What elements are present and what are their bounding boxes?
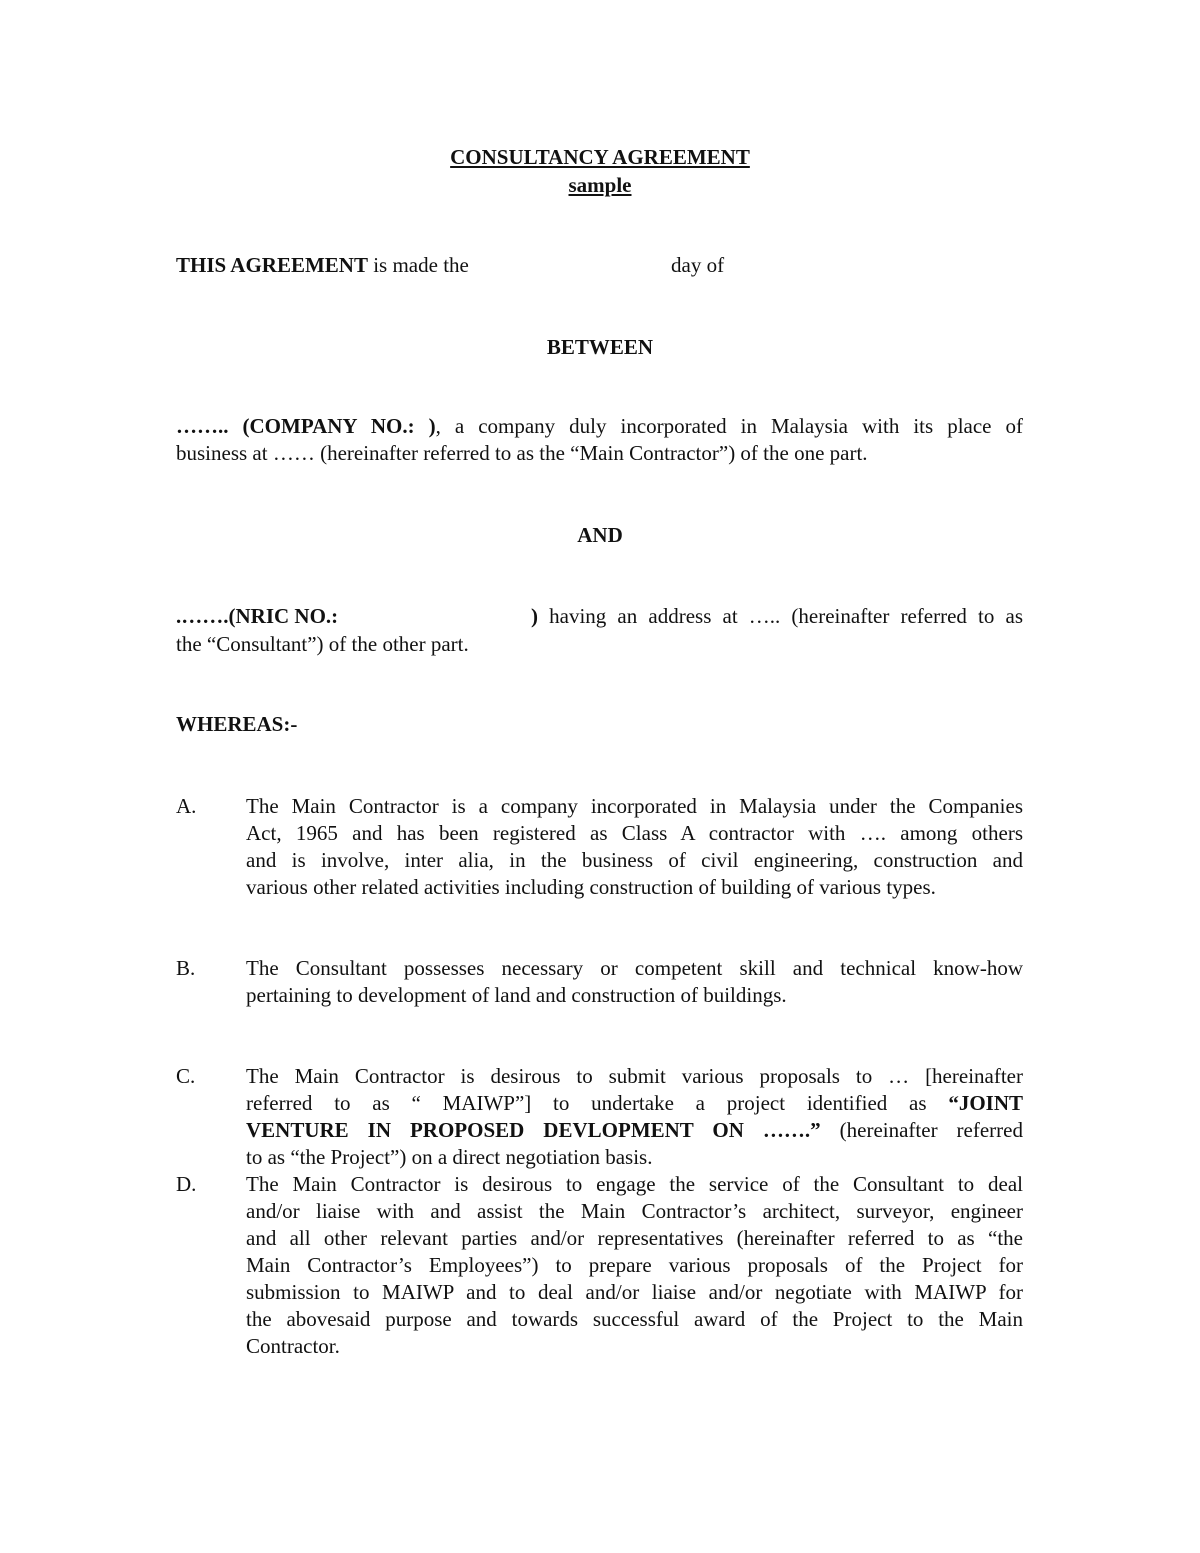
recital-line: The Consultant possesses necessary or competent skill and technical know-how	[246, 956, 1023, 980]
recital-letter: B.	[176, 956, 196, 980]
party2-line1-right	[531, 604, 1023, 629]
party-main-contractor	[176, 413, 1023, 467]
recital-line: pertaining to development of land and construction of buildings.	[246, 983, 787, 1007]
party2-nric-label: .…….(NRIC NO.:	[176, 604, 339, 628]
party2-line2: the “Consultant”) of the other part.	[176, 632, 469, 656]
recital-line	[246, 1090, 1023, 1117]
recital-line: The Main Contractor is desirous to submit various proposals to … [hereinafter	[246, 1064, 1023, 1088]
party1-line1-rest: , a company duly incorporated in Malaysia with its place of	[435, 414, 1024, 438]
recital-body	[246, 1063, 1023, 1171]
recital-line: to as “the Project”) on a direct negotiation basis.	[246, 1145, 653, 1169]
recital-body	[246, 793, 1023, 901]
recital-line: various other related activities including construction of building of various types.	[246, 875, 936, 899]
recital-line: The Main Contractor is desirous to engage the service of the Consultant to deal	[246, 1172, 1023, 1196]
party1-line1	[176, 413, 1023, 440]
whereas-heading: WHEREAS:-	[176, 712, 298, 736]
recital-line: Act, 1965 and has been registered as Class A contractor with …. among others	[246, 821, 1023, 845]
recital-line: Contractor.	[246, 1334, 340, 1358]
recital-line: Main Contractor’s Employees”) to prepare various proposals of the Project for	[246, 1253, 1023, 1277]
party2-nric	[176, 604, 338, 629]
party1-line2: business at …… (hereinafter referred to as the “Main Contractor”) of the one part.	[176, 441, 868, 465]
recital-line	[246, 1117, 1023, 1144]
party2-line1-rest: having an address at ….. (hereinafter referred to as	[549, 604, 1023, 628]
between-heading: BETWEEN	[546, 335, 654, 359]
recital-line-part: (hereinafter referred	[839, 1118, 1023, 1142]
recital-line: and all other relevant parties and/or representatives (hereinafter referred to as “the	[246, 1226, 1023, 1250]
intro-line	[176, 253, 469, 278]
project-name-end: VENTURE IN PROPOSED DEVLOPMENT ON …….”	[246, 1118, 821, 1142]
project-name-start: “JOINT	[948, 1091, 1023, 1115]
party1-dots: ……..	[176, 414, 229, 438]
recital-line: and/or liaise with and assist the Main Contractor’s architect, surveyor, engineer	[246, 1199, 1023, 1223]
recital-letter: A.	[176, 794, 197, 818]
party1-company-no: (COMPANY NO.: )	[242, 414, 436, 438]
recital-body	[246, 1171, 1023, 1360]
recital-line: submission to MAIWP and to deal and/or liaise and/or negotiate with MAIWP for	[246, 1280, 1023, 1304]
recital-letter: C.	[176, 1064, 196, 1088]
recital-line: The Main Contractor is a company incorporated in Malaysia under the Companies	[246, 794, 1023, 818]
intro-day-of: day of	[671, 253, 725, 277]
and-heading: AND	[577, 523, 623, 547]
party2-nric-close: )	[531, 604, 538, 628]
recital-line-part: referred to as “ MAIWP”] to undertake a project identified as	[246, 1091, 927, 1115]
intro-made-the: is made the	[373, 253, 469, 277]
recital-letter: D.	[176, 1172, 197, 1196]
document-title: CONSULTANCY AGREEMENT	[450, 145, 750, 169]
recital-line: the abovesaid purpose and towards successful award of the Project to the Main	[246, 1307, 1023, 1331]
document-subtitle: sample	[568, 173, 632, 197]
intro-lead: THIS AGREEMENT	[176, 253, 368, 277]
recital-body	[246, 955, 1023, 1009]
recital-line: and is involve, inter alia, in the business of civil engineering, construction and	[246, 848, 1023, 872]
